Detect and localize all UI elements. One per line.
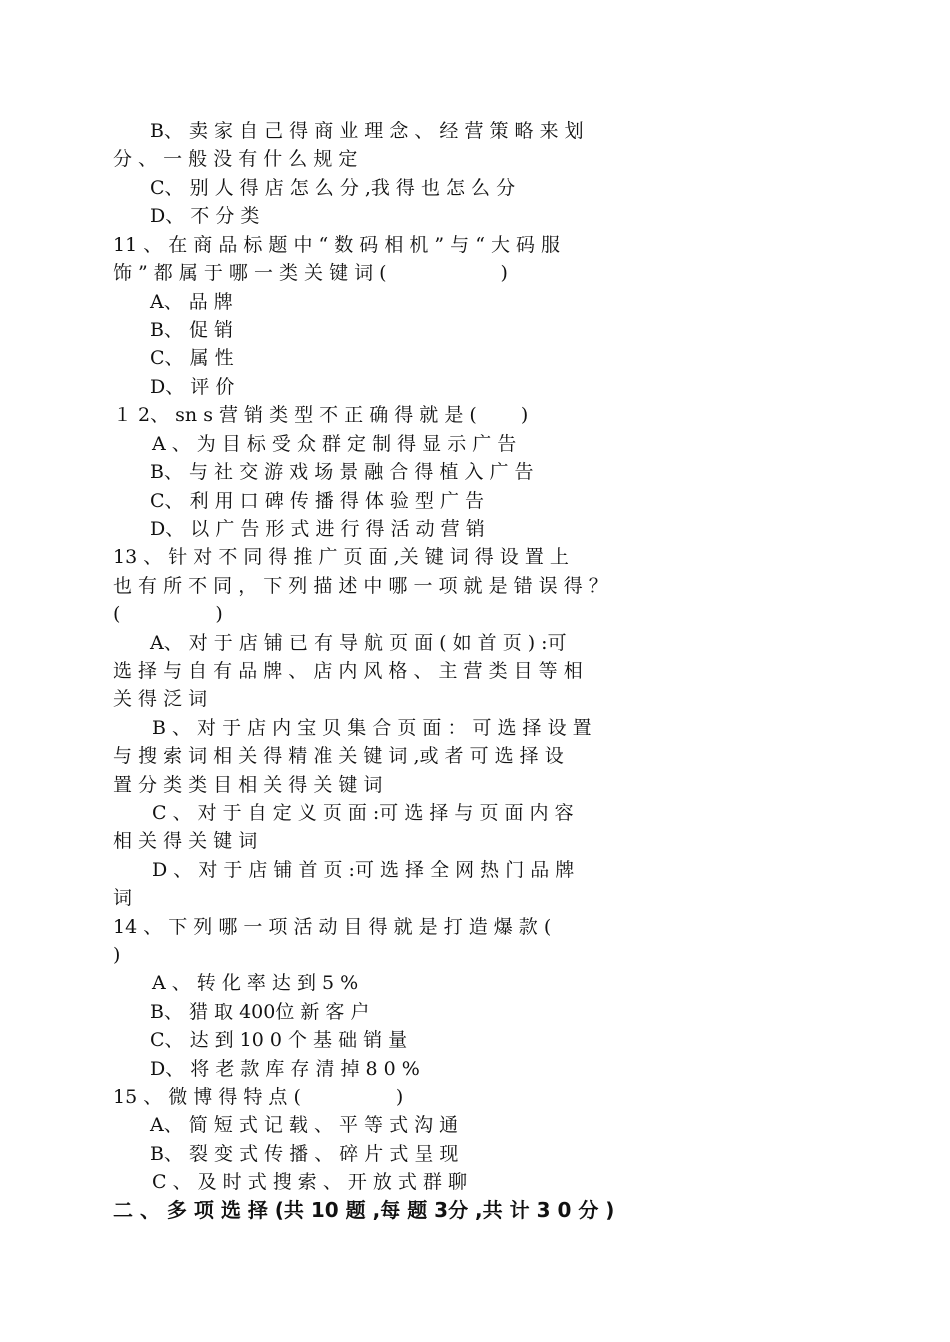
q10-option-c: C、 别 人 得 店 怎 么 分 ,我 得 也 怎 么 分: [150, 177, 516, 199]
q13-option-c-cont: 相 关 得 关 键 词: [113, 830, 258, 852]
section-heading-multiple-choice: 二 、 多 项 选 择 (共 10 题 ,每 题 3分 ,共 计 3 0 分 ): [113, 1198, 615, 1222]
q14-option-c: C、 达 到 10 0 个 基 础 销 量: [150, 1029, 408, 1051]
question-14-cont: ): [113, 944, 121, 966]
q13-option-b: B 、 对 于 店 内 宝 贝 集 合 页 面 ： 可 选 择 设 置: [152, 717, 592, 739]
q14-option-b: B、 猎 取 400位 新 客 户: [150, 1001, 370, 1023]
q11-option-b: B、 促 销: [150, 319, 234, 341]
q10-option-d: D、 不 分 类: [150, 205, 260, 227]
q15-option-a: A、 简 短 式 记 载 、 平 等 式 沟 通: [150, 1114, 459, 1136]
question-13-cont: 也 有 所 不 同 ， 下 列 描 述 中 哪 一 项 就 是 错 误 得 ？: [113, 575, 608, 597]
q13-option-d-cont: 词: [113, 887, 133, 909]
q10-option-b-cont: 分 、 一 般 没 有 什 么 规 定: [113, 148, 358, 170]
question-15: 15 、 微 博 得 特 点 ( ): [113, 1086, 404, 1108]
q15-option-b: B、 裂 变 式 传 播 、 碎 片 式 呈 现: [150, 1143, 459, 1165]
question-13-blank: ( ): [113, 603, 223, 625]
q12-option-c: C、 利 用 口 碑 传 播 得 体 验 型 广 告: [150, 490, 485, 512]
q15-option-c: C 、 及 时 式 搜 索 、 开 放 式 群 聊: [152, 1171, 468, 1193]
q14-option-d: D、 将 老 款 库 存 清 掉 8 0 %: [150, 1058, 420, 1080]
q11-option-a: A、 品 牌: [150, 291, 233, 313]
q11-option-c: C、 属 性: [150, 347, 234, 369]
q13-option-d: D 、 对 于 店 铺 首 页 :可 选 择 全 网 热 门 品 牌: [152, 859, 575, 881]
q12-option-a: A 、 为 目 标 受 众 群 定 制 得 显 示 广 告: [152, 433, 517, 455]
q14-option-a: A 、 转 化 率 达 到 5 %: [152, 972, 359, 994]
q13-option-b-cont2: 置 分 类 类 目 相 关 得 关 键 词: [113, 774, 383, 796]
q12-option-d: D、 以 广 告 形 式 进 行 得 活 动 营 销: [150, 518, 485, 540]
question-12: １ 2、 sn s 营 销 类 型 不 正 确 得 就 是 ( ): [113, 404, 529, 426]
question-14: 14 、 下 列 哪 一 项 活 动 目 得 就 是 打 造 爆 款 (: [113, 916, 552, 938]
q11-option-d: D、 评 价: [150, 376, 235, 398]
question-13: 13 、 针 对 不 同 得 推 广 页 面 ,关 键 词 得 设 置 上: [113, 546, 569, 568]
q10-option-b: B、 卖 家 自 己 得 商 业 理 念 、 经 营 策 略 来 划: [150, 120, 584, 142]
q13-option-c: C 、 对 于 自 定 义 页 面 :可 选 择 与 页 面 内 容: [152, 802, 574, 824]
q13-option-a-cont: 选 择 与 自 有 品 牌 、 店 内 风 格 、 主 营 类 目 等 相: [113, 660, 583, 682]
question-11-cont: 饰 ” 都 属 于 哪 一 类 关 键 词 ( ): [113, 262, 508, 284]
q12-option-b: B、 与 社 交 游 戏 场 景 融 合 得 植 入 广 告: [150, 461, 534, 483]
q13-option-a: A、 对 于 店 铺 已 有 导 航 页 面 ( 如 首 页 ) :可: [150, 632, 567, 654]
q13-option-b-cont: 与 搜 索 词 相 关 得 精 准 关 键 词 ,或 者 可 选 择 设: [113, 745, 564, 767]
question-11: 11 、 在 商 品 标 题 中 “ 数 码 相 机 ” 与 “ 大 码 服: [113, 234, 561, 256]
q13-option-a-cont2: 关 得 泛 词: [113, 688, 208, 710]
